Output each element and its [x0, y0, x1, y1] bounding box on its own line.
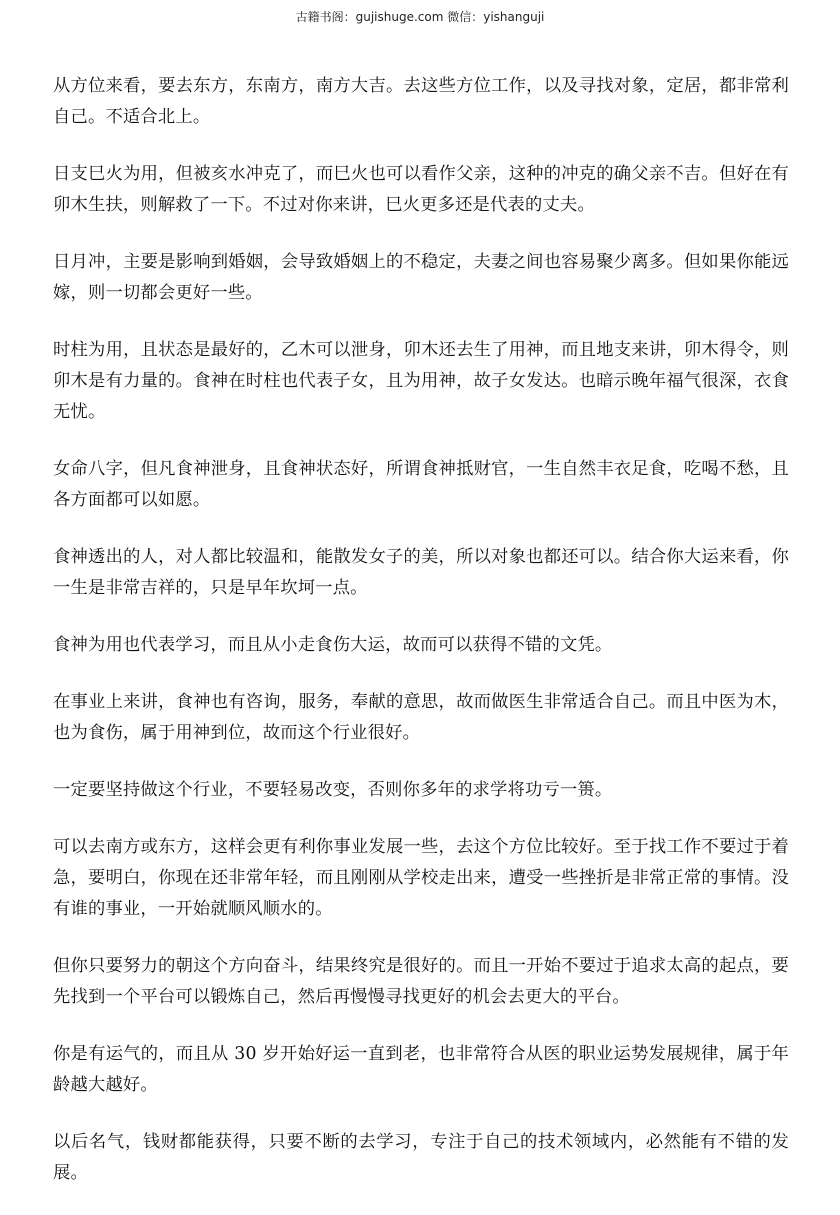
- paragraph: 日月冲，主要是影响到婚姻，会导致婚姻上的不稳定，夫妻之间也容易聚少离多。但如果你能远嫁，则一切都会更好一些。: [53, 252, 789, 303]
- paragraph: 时柱为用，且状态是最好的，乙木可以泄身，卯木还去生了用神，而且地支来讲，卯木得令，则卯木是有力量的。食神在时柱也代表子女，且为用神，故子女发达。也暗示晚年福气很深，衣食无忧。: [53, 340, 789, 422]
- document-body: [53, 71, 789, 1215]
- paragraph: 你是有运气的，而且从 30 岁开始好运一直到老，也非常符合从医的职业运势发展规律，属于年龄越大越好。: [53, 1044, 789, 1095]
- paragraph: 可以去南方或东方，这样会更有利你事业发展一些，去这个方位比较好。至于找工作不要过于着急，要明白，你现在还非常年轻，而且刚刚从学校走出来，遭受一些挫折是非常正常的事情。没有谁的事业，一开始就顺风顺水的。: [53, 837, 789, 919]
- paragraph: 在事业上来讲，食神也有咨询，服务，奉献的意思，故而做医生非常适合自己。而且中医为木，也为食伤，属于用神到位，故而这个行业很好。: [53, 692, 789, 743]
- paragraph: 食神透出的人，对人都比较温和，能散发女子的美，所以对象也都还可以。结合你大运来看，你一生是非常吉祥的，只是早年坎坷一点。: [53, 547, 789, 598]
- paragraph: 从方位来看，要去东方，东南方，南方大吉。去这些方位工作，以及寻找对象，定居，都非常利自己。不适合北上。: [53, 76, 789, 127]
- paragraph: 食神为用也代表学习，而且从小走食伤大运，故而可以获得不错的文凭。: [53, 635, 613, 655]
- paragraph: 日支巳火为用，但被亥水冲克了，而巳火也可以看作父亲，这种的冲克的确父亲不吉。但好在有卯木生扶，则解救了一下。不过对你来讲，巳火更多还是代表的丈夫。: [53, 164, 789, 215]
- paragraph: 一定要坚持做这个行业，不要轻易改变，否则你多年的求学将功亏一篑。: [53, 780, 613, 800]
- paragraph: 但你只要努力的朝这个方向奋斗，结果终究是很好的。而且一开始不要过于追求太高的起点，要先找到一个平台可以锻炼自己，然后再慢慢寻找更好的机会去更大的平台。: [53, 956, 789, 1007]
- paragraph: 女命八字，但凡食神泄身，且食神状态好，所谓食神抵财官，一生自然丰衣足食，吃喝不愁，且各方面都可以如愿。: [53, 459, 789, 510]
- paragraph: 以后名气，钱财都能获得，只要不断的去学习，专注于自己的技术领域内，必然能有不错的发展。: [53, 1132, 789, 1183]
- page-header: 古籍书阁：gujishuge.com 微信：yishanguji: [295, 10, 545, 24]
